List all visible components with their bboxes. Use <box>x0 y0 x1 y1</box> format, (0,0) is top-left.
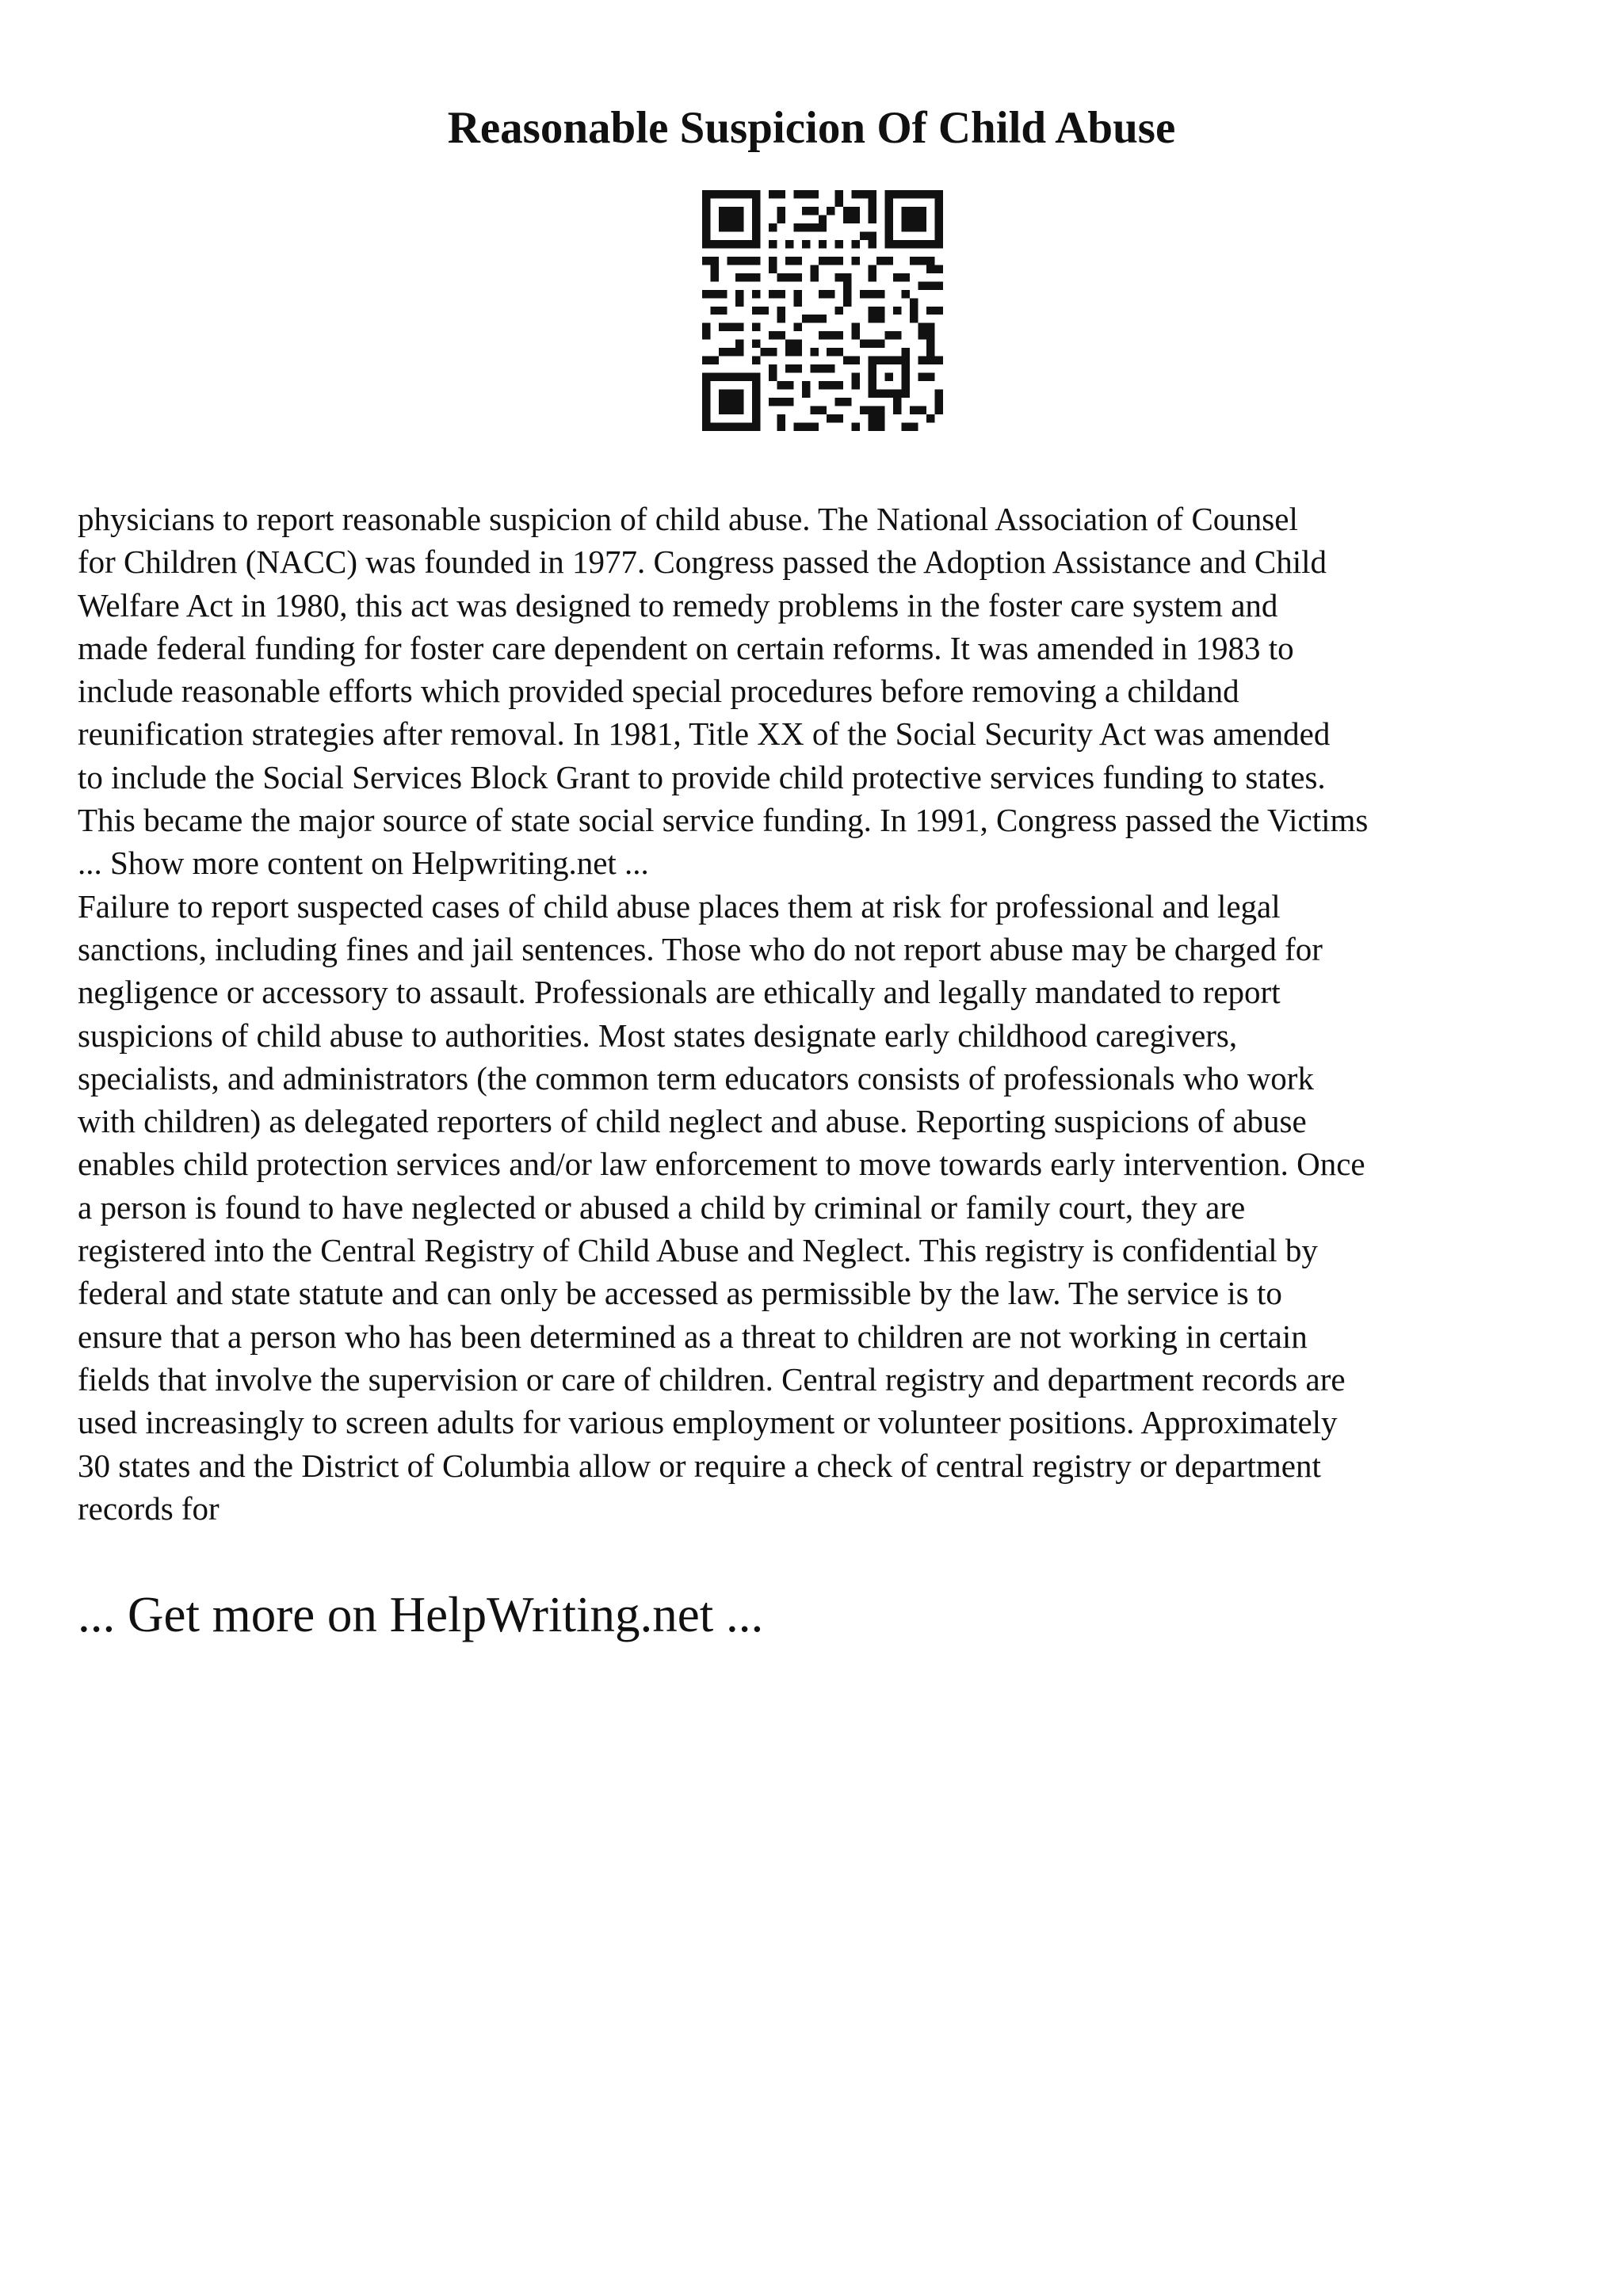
show-more-link[interactable]: ... Show more content on Helpwriting.net ... <box>78 845 649 882</box>
document-title: Reasonable Suspicion Of Child Abuse <box>447 103 1176 153</box>
body-line: for Children (NACC) was founded in 1977. Congress passed the Adoption Assistance and Child <box>78 543 1327 581</box>
body-line: made federal funding for foster care dependent on certain reforms. It was amended in 1983 to <box>78 629 1294 666</box>
body-line: 30 states and the District of Columbia allow or require a check of central registry or department <box>78 1447 1321 1484</box>
body-line: used increasingly to screen adults for various employment or volunteer positions. Approximately <box>78 1404 1338 1441</box>
body-line: reunification strategies after removal. In 1981, Title XX of the Social Security Act was amended <box>78 715 1331 753</box>
body-line: to include the Social Services Block Grant to provide child protective services funding to states. <box>78 758 1326 795</box>
body-line: This became the major source of state social service funding. In 1991, Congress passed the Victims <box>78 802 1369 839</box>
body-line: federal and state statute and can only be accessed as permissible by the law. The service is to <box>78 1275 1282 1312</box>
body-line: suspicions of child abuse to authorities. Most states designate early childhood caregivers, <box>78 1016 1238 1054</box>
body-line: Failure to report suspected cases of child abuse places them at risk for professional and legal <box>78 887 1281 925</box>
body-line: include reasonable efforts which provided special procedures before removing a childand <box>78 673 1239 710</box>
body-line: with children) as delegated reporters of child neglect and abuse. Reporting suspicions of abuse <box>78 1103 1307 1140</box>
body-line: fields that involve the supervision or care of children. Central registry and department records are <box>78 1360 1346 1398</box>
body-line: enables child protection services and/or law enforcement to move towards early intervention. Once <box>78 1146 1365 1183</box>
qr-code-icon <box>702 190 943 431</box>
body-line: physicians to report reasonable suspicion of child abuse. The National Association of Counsel <box>78 501 1298 537</box>
body-line: negligence or accessory to assault. Professionals are ethically and legally mandated to report <box>78 974 1281 1011</box>
body-text <box>78 498 1568 1530</box>
body-line: ensure that a person who has been determined as a threat to children are not working in certain <box>78 1318 1308 1355</box>
body-line: registered into the Central Registry of Child Abuse and Neglect. This registry is confidential by <box>78 1232 1318 1269</box>
body-line: sanctions, including fines and jail sentences. Those who do not report abuse may be charged for <box>78 930 1323 967</box>
body-line: Welfare Act in 1980, this act was designed to remedy problems in the foster care system and <box>78 586 1278 624</box>
body-line: a person is found to have neglected or abused a child by criminal or family court, they are <box>78 1188 1246 1226</box>
body-line: records for <box>78 1489 220 1527</box>
body-line: specialists, and administrators (the common term educators consists of professionals who work <box>78 1059 1314 1097</box>
get-more-link[interactable]: ... Get more on HelpWriting.net ... <box>78 1587 764 1642</box>
